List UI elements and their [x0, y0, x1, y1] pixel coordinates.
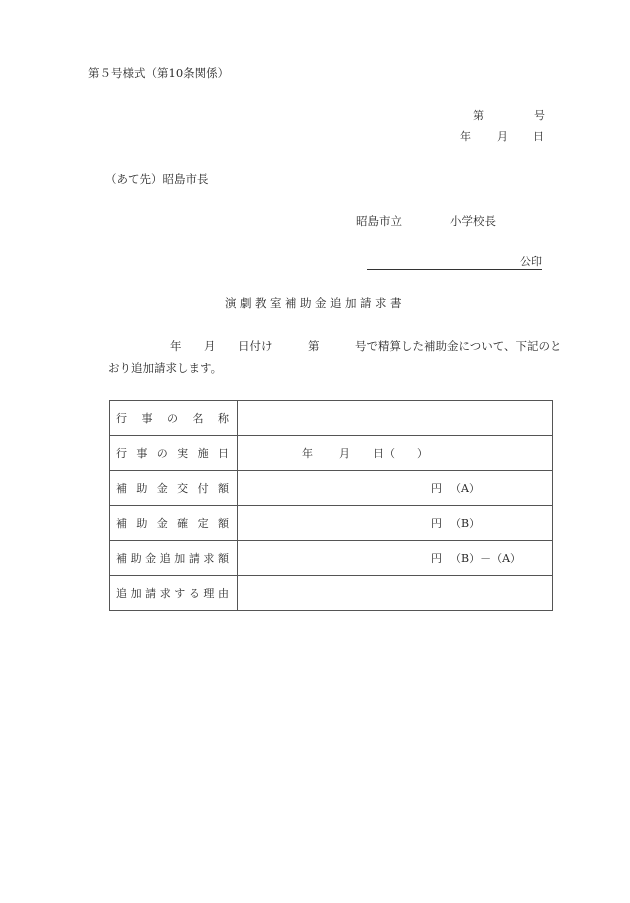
event-date-weekday-close: ） — [417, 447, 428, 460]
label-grant-amount: 補 助 金 交 付 額 — [110, 471, 238, 506]
date-month-label: 月 — [497, 130, 508, 143]
label-event-name: 行 事 の 名 称 — [110, 401, 238, 436]
table-row-confirmed-amount — [110, 506, 553, 541]
event-date-year: 年 — [302, 447, 313, 460]
sender-school-suffix: 小学校長 — [450, 214, 496, 228]
body-text-rest: 号で精算した補助金について、下記のと — [355, 339, 562, 353]
label-reason: 追 加 請 求 す る 理 由 — [110, 576, 238, 611]
label-event-date: 行 事 の 実 施 日 — [110, 436, 238, 471]
event-name-field[interactable] — [238, 401, 553, 436]
official-seal-label: 公印 — [520, 255, 542, 268]
body-text-line-2: おり追加請求します。 — [108, 361, 223, 375]
grant-amount-field[interactable] — [238, 471, 553, 506]
confirmed-amount-field[interactable] — [238, 506, 553, 541]
document-title: 演劇教室補助金追加請求書 — [225, 296, 405, 310]
date-year-label: 年 — [460, 130, 471, 143]
body-text-line-1 — [108, 341, 578, 355]
grant-amount-yen: 円 — [431, 482, 442, 495]
table-row-additional-amount — [110, 541, 553, 576]
additional-amount-field[interactable] — [238, 541, 553, 576]
label-additional-amount: 補 助 金 追 加 請 求 額 — [110, 541, 238, 576]
sender-city-prefix: 昭島市立 — [356, 214, 402, 228]
reason-field[interactable] — [238, 576, 553, 611]
additional-amount-note: （B）－（A） — [450, 552, 522, 565]
addressee: （あて先）昭島市長 — [105, 172, 209, 186]
additional-amount-yen: 円 — [431, 552, 442, 565]
table-row-event-date — [110, 436, 553, 471]
doc-number-prefix: 第 — [473, 109, 484, 122]
request-details-table — [109, 400, 553, 611]
body-year-label: 年 — [170, 339, 182, 353]
confirmed-amount-yen: 円 — [431, 517, 442, 530]
event-date-day: 日（ — [373, 447, 395, 460]
form-number: 第５号様式（第10条関係） — [88, 66, 230, 80]
body-day-dated-label: 日付け — [238, 339, 273, 353]
date-day-label: 日 — [533, 130, 544, 143]
grant-amount-note: （A） — [450, 482, 480, 495]
confirmed-amount-note: （B） — [450, 517, 481, 530]
body-month-label: 月 — [204, 339, 216, 353]
event-date-month: 月 — [339, 447, 350, 460]
table-row-grant-amount — [110, 471, 553, 506]
body-number-prefix: 第 — [308, 339, 320, 353]
label-confirmed-amount: 補 助 金 確 定 額 — [110, 506, 238, 541]
table-row-reason — [110, 576, 553, 611]
doc-number-suffix: 号 — [534, 109, 545, 122]
table-row-event-name — [110, 401, 553, 436]
signature-seal-line — [367, 256, 542, 270]
event-date-field[interactable] — [238, 436, 553, 471]
